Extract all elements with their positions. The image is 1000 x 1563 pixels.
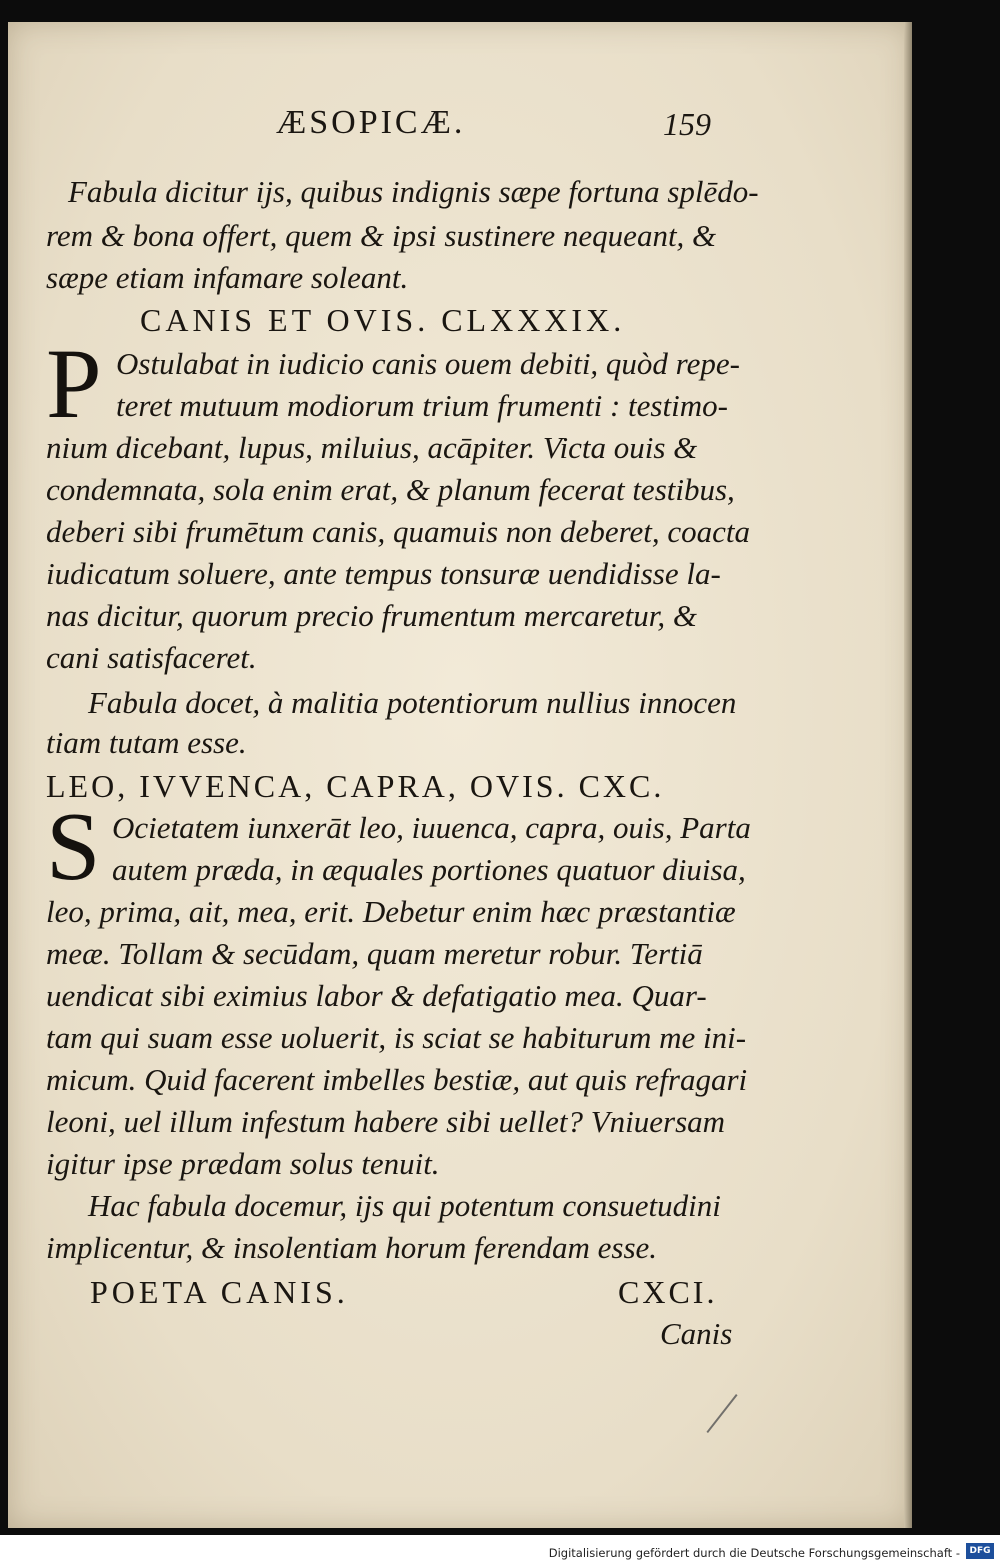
text-line: Ostulabat in iudicio canis ouem debiti, quòd repe-: [116, 346, 740, 381]
moral-line: tiam tutam esse.: [46, 725, 247, 760]
footer-bar: [0, 1535, 1000, 1563]
text-line: tam qui suam esse uoluerit, is sciat se habiturum me ini-: [46, 1020, 747, 1055]
drop-cap: S: [46, 793, 101, 901]
fable-title: CANIS ET OVIS. CLXXXIX.: [140, 302, 626, 338]
book-page: [8, 22, 912, 1528]
funding-credit: Digitalisierung gefördert durch die Deutsche Forschungsgemeinschaft -: [548, 1546, 960, 1560]
fable-number: CXCI.: [618, 1274, 718, 1310]
text-line: meæ. Tollam & secūdam, quam meretur robur. Tertiā: [46, 936, 703, 971]
fable-title: POETA CANIS.: [90, 1274, 349, 1310]
text-line: iudicatum soluere, ante tempus tonsuræ uendidisse la-: [46, 556, 721, 591]
page-edge: [904, 22, 912, 1528]
text-line: teret mutuum modiorum trium frumenti : testimo-: [116, 388, 728, 423]
text-line: nium dicebant, lupus, miluius, acāpiter. Victa ouis &: [46, 430, 698, 465]
text-line: nas dicitur, quorum precio frumentum mercaretur, &: [46, 598, 697, 633]
text-line: Ocietatem iunxerāt leo, iuuenca, capra, ouis, Parta: [112, 810, 751, 845]
page-header: [8, 104, 912, 144]
catchword: Canis: [660, 1316, 733, 1351]
text-line: Fabula dicitur ijs, quibus indignis sæpe fortuna splēdo-: [68, 174, 759, 209]
text-line: sæpe etiam infamare soleant.: [46, 260, 409, 295]
pencil-mark: [706, 1394, 737, 1433]
text-line: rem & bona offert, quem & ipsi sustinere nequeant, &: [46, 218, 717, 253]
fable-title: LEO, IVVENCA, CAPRA, OVIS. CXC.: [46, 768, 665, 804]
text-line: cani satisfaceret.: [46, 640, 257, 675]
drop-cap: P: [46, 328, 102, 439]
text-line: leoni, uel illum infestum habere sibi uellet? Vniuersam: [46, 1104, 726, 1139]
text-line: leo, prima, ait, mea, erit. Debetur enim hæc præstantiæ: [46, 894, 736, 929]
text-line: micum. Quid facerent imbelles bestiæ, aut quis refragari: [46, 1062, 748, 1097]
running-head: ÆSOPICÆ.: [276, 104, 466, 141]
text-line: igitur ipse prædam solus tenuit.: [46, 1146, 440, 1181]
dfg-logo: DFG: [966, 1543, 994, 1559]
page-number: 159: [663, 106, 711, 142]
text-line: uendicat sibi eximius labor & defatigatio mea. Quar-: [46, 978, 707, 1013]
moral-line: implicentur, & insolentiam horum ferendam esse.: [46, 1230, 658, 1265]
text-line: condemnata, sola enim erat, & planum fecerat testibus,: [46, 472, 735, 507]
text-line: autem præda, in æquales portiones quatuor diuisa,: [112, 852, 746, 887]
moral-line: Hac fabula docemur, ijs qui potentum consuetudini: [88, 1188, 721, 1223]
moral-line: Fabula docet, à malitia potentiorum nullius innocen: [88, 685, 737, 720]
text-line: deberi sibi frumētum canis, quamuis non deberet, coacta: [46, 514, 750, 549]
